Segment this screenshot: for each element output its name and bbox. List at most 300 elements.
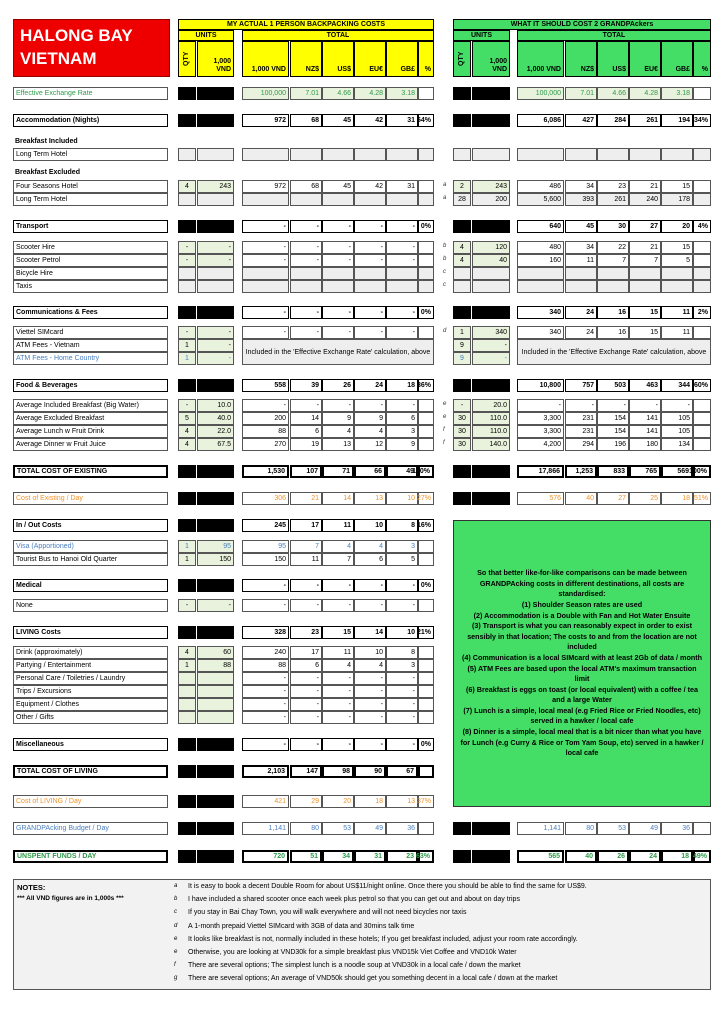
left-cell-aib-3: - (290, 399, 322, 412)
left-cell-tx-0 (178, 280, 196, 293)
notes-panel (13, 879, 711, 990)
right-cell-sh-4: 22 (597, 241, 629, 254)
right-cell-sh-5: 21 (629, 241, 661, 254)
left-cell-sp-1: - (197, 254, 234, 267)
right-cell-vs-6: 11 (661, 326, 693, 339)
right-cell-fb-7: 60% (693, 379, 711, 392)
right-cell-al-0: 30 (453, 425, 471, 438)
note-ref-sh: b (443, 243, 447, 249)
left-cell-aeb-7 (418, 412, 434, 425)
right-units-header: UNITS (453, 30, 510, 41)
right-cell-ad-7 (693, 438, 711, 451)
right-cell-aib-5: - (629, 399, 661, 412)
left-cell-sh-3: - (290, 241, 322, 254)
left-cell-visa-5: 4 (354, 540, 386, 553)
right-cell-vs-5: 15 (629, 326, 661, 339)
left-cell-lth1-4 (322, 148, 354, 161)
right-cell-aib-2: - (517, 399, 564, 412)
row-label-pc: Personal Care / Toiletries / Laundry (13, 672, 168, 685)
left-cell-gb-7 (418, 822, 434, 835)
left-cell-med-7: 0% (418, 579, 434, 592)
right-cell-bh-4 (597, 267, 629, 280)
right-cell-tce-0 (453, 465, 471, 478)
standard-3: (3) Transport is what you can reasonably expect in order to exist sensibly in that location; The costs to and from the location are not included (467, 621, 697, 652)
left-cell-tx-4 (322, 280, 354, 293)
left-cell-aeb-1: 40.0 (197, 412, 234, 425)
left-cell-lth1-7 (418, 148, 434, 161)
right-cell-aib-7 (693, 399, 711, 412)
row-label-none: None (13, 599, 168, 612)
row-label-lth2: Long Term Hotel (13, 193, 168, 206)
row-label-visa: Visa (Apportioned) (13, 540, 168, 553)
left-cell-cf-1 (197, 306, 234, 319)
left-cell-ced-5: 13 (354, 492, 386, 505)
left-cell-equip-4: - (322, 698, 354, 711)
left-cell-tce-2: 1,530 (242, 465, 289, 478)
left-cell-trips-6: - (386, 685, 418, 698)
left-cell-misc-6: - (386, 738, 418, 751)
left-cell-fb-2: 558 (242, 379, 289, 392)
note-text-2: If you stay in Bai Chay Town, you will walk everywhere and will not need bicycles nor taxis (188, 909, 467, 917)
right-cell-ced-3: 40 (565, 492, 597, 505)
right-col-header-2: 1,000 VND (517, 41, 564, 77)
left-cell-sp-7 (418, 254, 434, 267)
standard-6: (6) Breakfast is eggs on toast (or local equivalent) with a coffee / tea and a large Water (465, 684, 699, 705)
right-cell-sh-0: 4 (453, 241, 471, 254)
right-cell-sp-6: 5 (661, 254, 693, 267)
right-cell-lth2-1: 200 (472, 193, 510, 206)
left-cell-cf-0 (178, 306, 196, 319)
left-cell-gb-0 (178, 822, 196, 835)
left-cell-al-7 (418, 425, 434, 438)
page-title (13, 19, 170, 77)
left-cell-ad-2: 270 (242, 438, 289, 451)
left-cell-tb-5: 6 (354, 553, 386, 566)
left-cell-tcl-3: 147 (290, 765, 322, 778)
note-letter-2: c (174, 909, 177, 916)
left-col-header-6: GB£ (386, 41, 418, 77)
right-cell-tr-3: 45 (565, 220, 597, 233)
left-cell-trips-2: - (242, 685, 289, 698)
left-cell-tr-3: - (290, 220, 322, 233)
left-cell-misc-3: - (290, 738, 322, 751)
left-cell-ad-6: 9 (386, 438, 418, 451)
left-cell-tcl-0 (178, 765, 196, 778)
left-cell-fb-7: 36% (418, 379, 434, 392)
left-cell-tr-0 (178, 220, 196, 233)
left-cell-ad-0: 4 (178, 438, 196, 451)
left-cell-equip-0 (178, 698, 196, 711)
left-cell-med-2: - (242, 579, 289, 592)
right-cell-fb-0 (453, 379, 471, 392)
left-cell-lth2-2 (242, 193, 289, 206)
left-cell-tx-2 (242, 280, 289, 293)
right-cell-gb-1 (472, 822, 510, 835)
left-cell-pc-1 (197, 672, 234, 685)
right-cell-tr-2: 640 (517, 220, 564, 233)
left-col-header-2: 1,000 VND (242, 41, 289, 77)
right-cell-fb-5: 463 (629, 379, 661, 392)
left-cell-tb-4: 7 (322, 553, 354, 566)
row-label-tce: TOTAL COST OF EXISTING (13, 465, 168, 478)
left-cell-fsh-7 (418, 180, 434, 193)
left-cell-fsh-2: 972 (242, 180, 289, 193)
right-cell-cf-4: 16 (597, 306, 629, 319)
left-total-header: TOTAL (242, 30, 434, 41)
left-cell-drink-4: 11 (322, 646, 354, 659)
right-cell-lth1-7 (693, 148, 711, 161)
right-cell-ad-3: 294 (565, 438, 597, 451)
left-cell-visa-2: 95 (242, 540, 289, 553)
left-cell-none-1: - (197, 599, 234, 612)
left-cell-cld-3: 29 (290, 795, 322, 808)
standard-8: (8) Dinner is a simple, local meal that is a bit nicer than what you have for Lunch (e.g Curry & Rice or Tom Yam Soup, etc) served in a hawker / local cafe (460, 727, 704, 758)
left-cell-uf-7: 63% (418, 850, 434, 863)
right-cell-sp-5: 7 (629, 254, 661, 267)
left-cell-tr-5: - (354, 220, 386, 233)
right-cell-gb-2: 1,141 (517, 822, 564, 835)
right-cell-tx-0 (453, 280, 471, 293)
left-cell-med-1 (197, 579, 234, 592)
right-cell-lth2-3: 393 (565, 193, 597, 206)
right-cell-gb-5: 49 (629, 822, 661, 835)
right-cell-tx-3 (565, 280, 597, 293)
right-cell-aeb-1: 110.0 (472, 412, 510, 425)
right-cell-fsh-4: 23 (597, 180, 629, 193)
left-cell-lth1-5 (354, 148, 386, 161)
right-cell-al-4: 154 (597, 425, 629, 438)
note-text-1: I have included a shared scooter once each week plus petrol so that you can get out and about on day trips (188, 896, 520, 904)
right-cell-sh-3: 34 (565, 241, 597, 254)
left-cell-tx-3 (290, 280, 322, 293)
row-label-bh: Bicycle Hire (13, 267, 168, 280)
right-cell-ad-2: 4,200 (517, 438, 564, 451)
right-cell-cf-3: 24 (565, 306, 597, 319)
right-cell-ad-1: 140.0 (472, 438, 510, 451)
left-cell-tce-6: 49 (386, 465, 418, 478)
right-cell-sp-1: 40 (472, 254, 510, 267)
right-cell-ad-4: 196 (597, 438, 629, 451)
left-cell-fb-3: 39 (290, 379, 322, 392)
right-cell-cf-0 (453, 306, 471, 319)
left-cell-party-4: 4 (322, 659, 354, 672)
left-cell-cld-7: 37% (418, 795, 434, 808)
right-cell-tce-1 (472, 465, 510, 478)
left-cell-med-3: - (290, 579, 322, 592)
left-cell-sh-1: - (197, 241, 234, 254)
right-cell-eer-6: 3.18 (661, 87, 693, 100)
right-cell-fb-6: 344 (661, 379, 693, 392)
right-cell-gb-0 (453, 822, 471, 835)
left-cell-aib-2: - (242, 399, 289, 412)
note-ref-aeb: e (443, 414, 447, 420)
row-label-tcl: TOTAL COST OF LIVING (13, 765, 168, 778)
left-cell-ced-7: 27% (418, 492, 434, 505)
left-cell-pc-3: - (290, 672, 322, 685)
right-cell-ad-0: 30 (453, 438, 471, 451)
left-cell-bh-4 (322, 267, 354, 280)
left-cell-tb-6: 5 (386, 553, 418, 566)
right-cell-tx-4 (597, 280, 629, 293)
right-cell-eer-0 (453, 87, 471, 100)
left-cell-fb-6: 18 (386, 379, 418, 392)
left-cell-cf-6: - (386, 306, 418, 319)
right-cell-al-1: 110.0 (472, 425, 510, 438)
left-cell-lth1-6 (386, 148, 418, 161)
right-cell-tx-2 (517, 280, 564, 293)
left-cell-sh-7 (418, 241, 434, 254)
right-cell-uf-3: 40 (565, 850, 597, 863)
left-cell-lc-5: 14 (354, 626, 386, 639)
left-cell-io-4: 11 (322, 519, 354, 532)
right-cell-lth1-4 (597, 148, 629, 161)
left-cell-al-6: 3 (386, 425, 418, 438)
right-cell-fb-2: 10,800 (517, 379, 564, 392)
right-cell-eer-5: 4.28 (629, 87, 661, 100)
left-cell-gb-1 (197, 822, 234, 835)
left-cell-aeb-5: 9 (354, 412, 386, 425)
left-cell-bh-7 (418, 267, 434, 280)
left-cell-other-0 (178, 711, 196, 724)
left-cell-cld-4: 20 (322, 795, 354, 808)
left-cell-eer-5: 4.28 (354, 87, 386, 100)
left-cell-party-3: 6 (290, 659, 322, 672)
right-cell-aeb-2: 3,300 (517, 412, 564, 425)
atm-fee-note-1: Included in the 'Effective Exchange Rate' calculation, above (517, 339, 711, 365)
right-cell-vs-4: 16 (597, 326, 629, 339)
left-cell-cld-0 (178, 795, 196, 808)
left-cell-tce-3: 107 (290, 465, 322, 478)
left-cell-tb-1: 150 (197, 553, 234, 566)
left-section-title: MY ACTUAL 1 PERSON BACKPACKING COSTS (178, 19, 434, 30)
right-cell-aib-6: - (661, 399, 693, 412)
note-ref-fsh: a (443, 182, 447, 188)
note-text-0: It is easy to book a decent Double Room for about US$11/night online. Once there you should be able to find the same for US$9. (188, 883, 587, 890)
note-text-4: It looks like breakfast is not, normally included in these hotels; If you get breakfast included, adjust your room rate accordingly. (188, 935, 578, 943)
left-cell-eer-0 (178, 87, 196, 100)
left-cell-al-1: 22.0 (197, 425, 234, 438)
atm-fee-note-0: Included in the 'Effective Exchange Rate' calculation, above (242, 339, 434, 365)
notes-heading: NOTES: (17, 883, 46, 892)
right-cell-lth2-5: 240 (629, 193, 661, 206)
note-ref-bh: c (443, 269, 446, 275)
left-cell-cf-4: - (322, 306, 354, 319)
left-cell-none-7 (418, 599, 434, 612)
right-cell-tce-6: 569 (661, 465, 693, 478)
row-label-misc: Miscellaneous (13, 738, 168, 751)
right-cell-lth2-2: 5,600 (517, 193, 564, 206)
left-cell-none-0: - (178, 599, 196, 612)
left-cell-vs-7 (418, 326, 434, 339)
row-label-io: In / Out Costs (13, 519, 168, 532)
right-cell-ced-5: 25 (629, 492, 661, 505)
left-cell-tb-2: 150 (242, 553, 289, 566)
left-cell-al-5: 4 (354, 425, 386, 438)
left-cell-tce-7: 100% (418, 465, 434, 478)
left-cell-party-7 (418, 659, 434, 672)
left-cell-none-4: - (322, 599, 354, 612)
left-cell-acc-1 (197, 114, 234, 127)
right-cell-acc-2: 6,086 (517, 114, 564, 127)
row-label-bi: Breakfast Included (15, 138, 78, 145)
left-cell-cf-2: - (242, 306, 289, 319)
left-cell-lc-7: 21% (418, 626, 434, 639)
row-label-tb: Tourist Bus to Hanoi Old Quarter (13, 553, 168, 566)
right-cell-eer-1 (472, 87, 510, 100)
left-cell-equip-1 (197, 698, 234, 711)
left-cell-fsh-5: 42 (354, 180, 386, 193)
row-label-trips: Trips / Excursions (13, 685, 168, 698)
right-cell-uf-6: 18 (661, 850, 693, 863)
right-cell-aeb-3: 231 (565, 412, 597, 425)
left-cell-visa-7 (418, 540, 434, 553)
right-cell-al-3: 231 (565, 425, 597, 438)
note-letter-1: b (174, 896, 178, 903)
note-ref-sp: b (443, 256, 447, 262)
left-cell-tcl-6: 67 (386, 765, 418, 778)
left-cell-party-2: 88 (242, 659, 289, 672)
row-label-fsh: Four Seasons Hotel (13, 180, 168, 193)
right-col-header-4: US$ (597, 41, 629, 77)
left-cell-eer-6: 3.18 (386, 87, 418, 100)
left-cell-fsh-6: 31 (386, 180, 418, 193)
vnd-note: *** All VND figures are in 1,000s *** (17, 895, 124, 902)
left-cell-equip-6: - (386, 698, 418, 711)
note-ref-al: f (443, 427, 445, 433)
left-cell-eer-1 (197, 87, 234, 100)
right-cell-tr-6: 20 (661, 220, 693, 233)
right-cell-aeb-6: 105 (661, 412, 693, 425)
right-cell-uf-0 (453, 850, 471, 863)
left-cell-lth1-0 (178, 148, 196, 161)
right-cell-uf-7: 49% (693, 850, 711, 863)
right-cell-tr-7: 4% (693, 220, 711, 233)
right-cell-sp-7 (693, 254, 711, 267)
right-cell-uf-4: 26 (597, 850, 629, 863)
left-cell-ad-5: 12 (354, 438, 386, 451)
left-cell-sp-5: - (354, 254, 386, 267)
left-cell-other-3: - (290, 711, 322, 724)
left-cell-eer-3: 7.01 (290, 87, 322, 100)
right-cell-fsh-5: 21 (629, 180, 661, 193)
right-cell-acc-7: 34% (693, 114, 711, 127)
left-cell-aib-7 (418, 399, 434, 412)
left-cell-eer-2: 100,000 (242, 87, 289, 100)
row-label-drink: Drink (approximately) (13, 646, 168, 659)
left-cell-aib-1: 10.0 (197, 399, 234, 412)
left-cell-ad-4: 13 (322, 438, 354, 451)
left-cell-bh-1 (197, 267, 234, 280)
left-cell-drink-7 (418, 646, 434, 659)
left-cell-eer-4: 4.66 (322, 87, 354, 100)
left-cell-sp-2: - (242, 254, 289, 267)
right-total-header: TOTAL (517, 30, 711, 41)
left-cell-vs-2: - (242, 326, 289, 339)
left-cell-fb-5: 24 (354, 379, 386, 392)
note-ref-tx: c (443, 282, 446, 288)
right-cell-aeb-4: 154 (597, 412, 629, 425)
left-cell-pc-6: - (386, 672, 418, 685)
left-cell-party-0: 1 (178, 659, 196, 672)
left-cell-misc-4: - (322, 738, 354, 751)
right-cell-fb-1 (472, 379, 510, 392)
left-cell-acc-0: 4 (178, 114, 196, 127)
left-cell-drink-2: 240 (242, 646, 289, 659)
right-cell-sp-4: 7 (597, 254, 629, 267)
right-cell-uf-1 (472, 850, 510, 863)
title-line-1: HALONG BAY (20, 26, 133, 45)
left-cell-other-4: - (322, 711, 354, 724)
right-cell-gb-4: 53 (597, 822, 629, 835)
left-cell-tcl-1 (197, 765, 234, 778)
left-cell-gb-4: 53 (322, 822, 354, 835)
right-cell-ced-6: 18 (661, 492, 693, 505)
standard-4: (4) Communication is a local SIMcard with at least 2Gb of data / month (461, 652, 703, 662)
row-label-tr: Transport (13, 220, 168, 233)
right-cell-aeb-7 (693, 412, 711, 425)
left-cell-uf-3: 51 (290, 850, 322, 863)
left-cell-aeb-0: 5 (178, 412, 196, 425)
right-cell-aeb-0: 30 (453, 412, 471, 425)
right-cell-uf-2: 565 (517, 850, 564, 863)
right-col-header-5: EU€ (629, 41, 661, 77)
right-cell-acc-1 (472, 114, 510, 127)
left-cell-drink-1: 60 (197, 646, 234, 659)
left-cell-tce-1 (197, 465, 234, 478)
right-cell-tx-7 (693, 280, 711, 293)
left-cell-tcl-5: 90 (354, 765, 386, 778)
left-cell-equip-7 (418, 698, 434, 711)
right-col-header-3: NZ$ (565, 41, 597, 77)
left-cell-cld-6: 13 (386, 795, 418, 808)
title-line-2: VIETNAM (20, 49, 97, 68)
left-cell-aib-0: - (178, 399, 196, 412)
row-label-uf: UNSPENT FUNDS / DAY (13, 850, 168, 863)
left-cell-sh-5: - (354, 241, 386, 254)
left-cell-sp-3: - (290, 254, 322, 267)
left-cell-lc-0 (178, 626, 196, 639)
row-label-ath: ATM Fees - Home Country (13, 352, 168, 365)
right-cell-tx-6 (661, 280, 693, 293)
left-cell-cf-5: - (354, 306, 386, 319)
row-label-aib: Average Included Breakfast (Big Water) (13, 399, 168, 412)
note-letter-0: a (174, 883, 178, 889)
left-cell-equip-2: - (242, 698, 289, 711)
left-cell-party-5: 4 (354, 659, 386, 672)
right-cell-aeb-5: 141 (629, 412, 661, 425)
right-cell-eer-7 (693, 87, 711, 100)
left-cell-al-4: 4 (322, 425, 354, 438)
left-cell-vs-0: - (178, 326, 196, 339)
left-cell-lth2-0 (178, 193, 196, 206)
row-label-tx: Taxis (13, 280, 168, 293)
left-cell-eer-7 (418, 87, 434, 100)
left-cell-med-4: - (322, 579, 354, 592)
right-cell-sp-2: 160 (517, 254, 564, 267)
standards-intro: So that better like-for-like comparisons can be made between GRANDPAcking costs in different destinations, all costs are standardised: (477, 568, 687, 599)
note-letter-7: g (174, 975, 178, 982)
right-cell-lth2-6: 178 (661, 193, 693, 206)
standard-2: (2) Accommodation is a Double with Fan and Hot Water Ensuite (473, 610, 691, 620)
left-cell-uf-6: 23 (386, 850, 418, 863)
left-cell-gb-6: 36 (386, 822, 418, 835)
right-section-title: WHAT IT SHOULD COST 2 GRANDPAckers (453, 19, 711, 30)
row-label-lth1: Long Term Hotel (13, 148, 168, 161)
left-cell-uf-4: 34 (322, 850, 354, 863)
left-cell-ced-6: 10 (386, 492, 418, 505)
note-letter-4: e (174, 935, 178, 942)
left-cell-fb-4: 26 (322, 379, 354, 392)
